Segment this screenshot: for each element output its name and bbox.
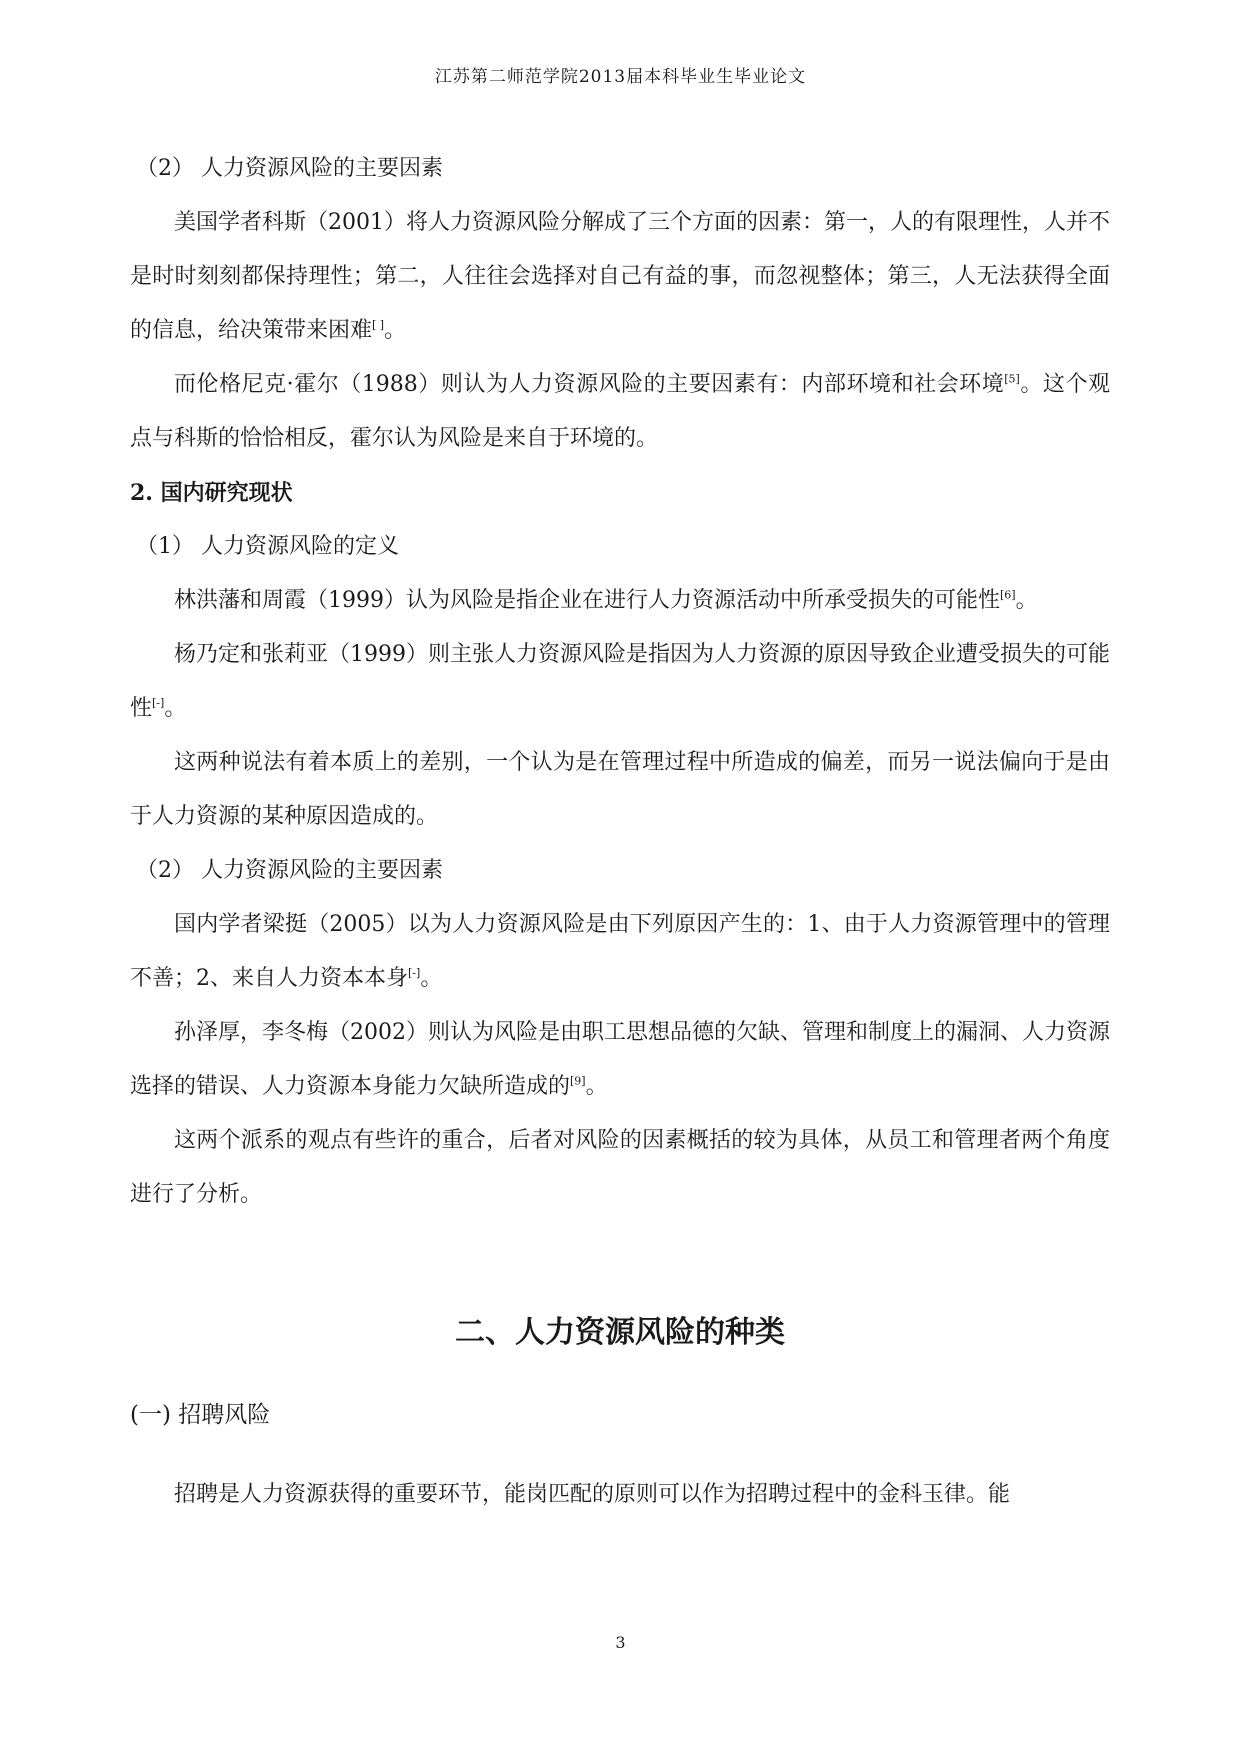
paragraph-yang-zhang bbox=[130, 628, 1110, 736]
paragraph-text: 美国学者科斯（2001）将人力资源风险分解成了三个方面的因素：第一，人的有限理性，人并不是时时刻刻都保持理性；第二，人往往会选择对自己有益的事，而忽视整体；第三，人无法获得全面的信息，给决策带来困难 bbox=[130, 210, 1110, 343]
subheading-factors-foreign: （2） 人力资源风险的主要因素 bbox=[136, 156, 443, 181]
citation-ref[interactable]: [9] bbox=[570, 1074, 586, 1088]
paragraph-end: 。 bbox=[585, 1074, 608, 1099]
citation-ref[interactable]: [5] bbox=[1004, 372, 1020, 386]
paragraph-hall bbox=[130, 358, 1110, 466]
chapter-spacer bbox=[130, 1222, 1110, 1308]
paragraph-text: 而伦格尼克·霍尔（1988）则认为人力资源风险的主要因素有：内部环境和社会环境 bbox=[174, 372, 1005, 397]
paragraph-text: 杨乃定和张莉亚（1999）则主张人力资源风险是指因为人力资源的原因导致企业遭受损失的可能性 bbox=[130, 642, 1110, 721]
paragraph-coase bbox=[130, 196, 1110, 358]
paragraph-liang bbox=[130, 898, 1110, 1006]
page-number: 3 bbox=[615, 1633, 626, 1652]
section-title: (一) 招聘风险 bbox=[130, 1402, 271, 1428]
subheading-factors-domestic: （2） 人力资源风险的主要因素 bbox=[136, 858, 443, 883]
paragraph-end: 。这个观点与科斯的恰恰相反，霍尔认为风险是来自于环境的。 bbox=[130, 372, 1110, 451]
paragraph-text: 林洪藩和周霞（1999）认为风险是指企业在进行人力资源活动中所承受损失的可能性 bbox=[174, 588, 1000, 613]
chapter-title: 二、人力资源风险的种类 bbox=[455, 1315, 785, 1350]
paragraph-comparison: 这两种说法有着本质上的差别，一个认为是在管理过程中所造成的偏差，而另一说法偏向于是由于人力资源的某种原因造成的。 bbox=[130, 750, 1110, 829]
paragraph-recruitment: 招聘是人力资源获得的重要环节，能岗匹配的原则可以作为招聘过程中的金科玉律。能 bbox=[174, 1482, 1011, 1507]
paragraph-lin-zhou bbox=[130, 574, 1110, 628]
paragraph-text: 孙泽厚，李冬梅（2002）则认为风险是由职工思想品德的欠缺、管理和制度上的漏洞、人力资源选择的错误、人力资源本身能力欠缺所造成的 bbox=[130, 1020, 1110, 1099]
section-spacer bbox=[130, 1358, 1110, 1388]
subheading-definition: （1） 人力资源风险的定义 bbox=[136, 534, 399, 559]
paragraph-spacer bbox=[130, 1442, 1110, 1468]
paragraph-summary: 这两个派系的观点有些许的重合，后者对风险的因素概括的较为具体，从员工和管理者两个角度进行了分析。 bbox=[130, 1128, 1110, 1207]
citation-ref[interactable]: [ ] bbox=[372, 318, 385, 332]
paragraph-end: 。 bbox=[420, 966, 443, 991]
paragraph-end: 。 bbox=[384, 318, 407, 343]
paragraph-end: 。 bbox=[164, 696, 187, 721]
paragraph-end: 。 bbox=[1015, 588, 1038, 613]
running-header: 江苏第二师范学院2013届本科毕业生毕业论文 bbox=[434, 67, 807, 87]
citation-ref[interactable]: [6] bbox=[1000, 588, 1016, 602]
paragraph-text: 国内学者梁挺（2005）以为人力资源风险是由下列原因产生的：1、由于人力资源管理中的管理不善；2、来自人力资本本身 bbox=[130, 912, 1110, 991]
citation-ref[interactable]: [-] bbox=[152, 696, 165, 710]
citation-ref[interactable]: [-] bbox=[408, 966, 421, 980]
paragraph-sun-li bbox=[130, 1006, 1110, 1114]
heading-domestic-research: 2. 国内研究现状 bbox=[130, 480, 293, 506]
page-body bbox=[130, 142, 1110, 1522]
